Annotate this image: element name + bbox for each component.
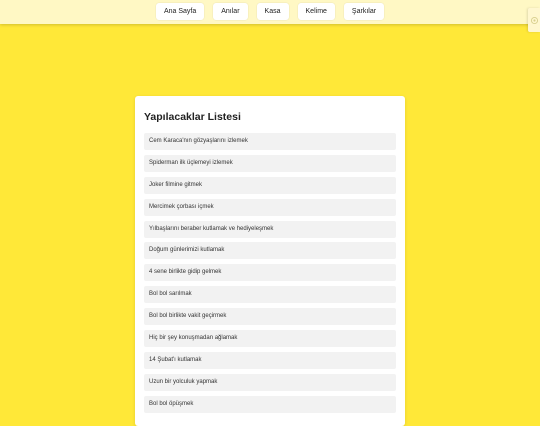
todo-item[interactable]: Bol bol öpüşmek [144,396,396,413]
side-settings-tab[interactable] [528,8,540,32]
top-navigation-bar [0,0,540,24]
main-nav [0,3,540,20]
nav-memories-button[interactable]: Anılar [213,3,247,20]
nav-vault-button[interactable]: Kasa [257,3,289,20]
todo-card [135,96,405,426]
todo-item[interactable]: Doğum günlerimizi kutlamak [144,242,396,259]
todo-item[interactable]: Cem Karaca'nın gözyaşlarını izlemek [144,133,396,150]
nav-home-button[interactable]: Ana Sayfa [156,3,204,20]
todo-item[interactable]: 14 Şubat'ı kutlamak [144,352,396,369]
nav-word-button[interactable]: Kelime [298,3,335,20]
todo-list [144,133,396,418]
nav-songs-button[interactable]: Şarkılar [344,3,384,20]
todo-item[interactable]: Uzun bir yolculuk yapmak [144,374,396,391]
todo-item[interactable]: Joker filmine gitmek [144,177,396,194]
todo-item[interactable]: Hiç bir şey konuşmadan ağlamak [144,330,396,347]
todo-item[interactable]: Yılbaşlarını beraber kutlamak ve hediyeleşmek [144,221,396,238]
todo-item[interactable]: 4 sene birlikte gidip gelmek [144,264,396,281]
settings-icon [530,16,539,25]
todo-item[interactable]: Spiderman ilk üçlemeyi izlemek [144,155,396,172]
todo-item[interactable]: Bol bol sarılmak [144,286,396,303]
todo-list-title: Yapılacaklar Listesi [144,111,241,123]
todo-item[interactable]: Mercimek çorbası içmek [144,199,396,216]
todo-item[interactable]: Bol bol birlikte vakit geçirmek [144,308,396,325]
